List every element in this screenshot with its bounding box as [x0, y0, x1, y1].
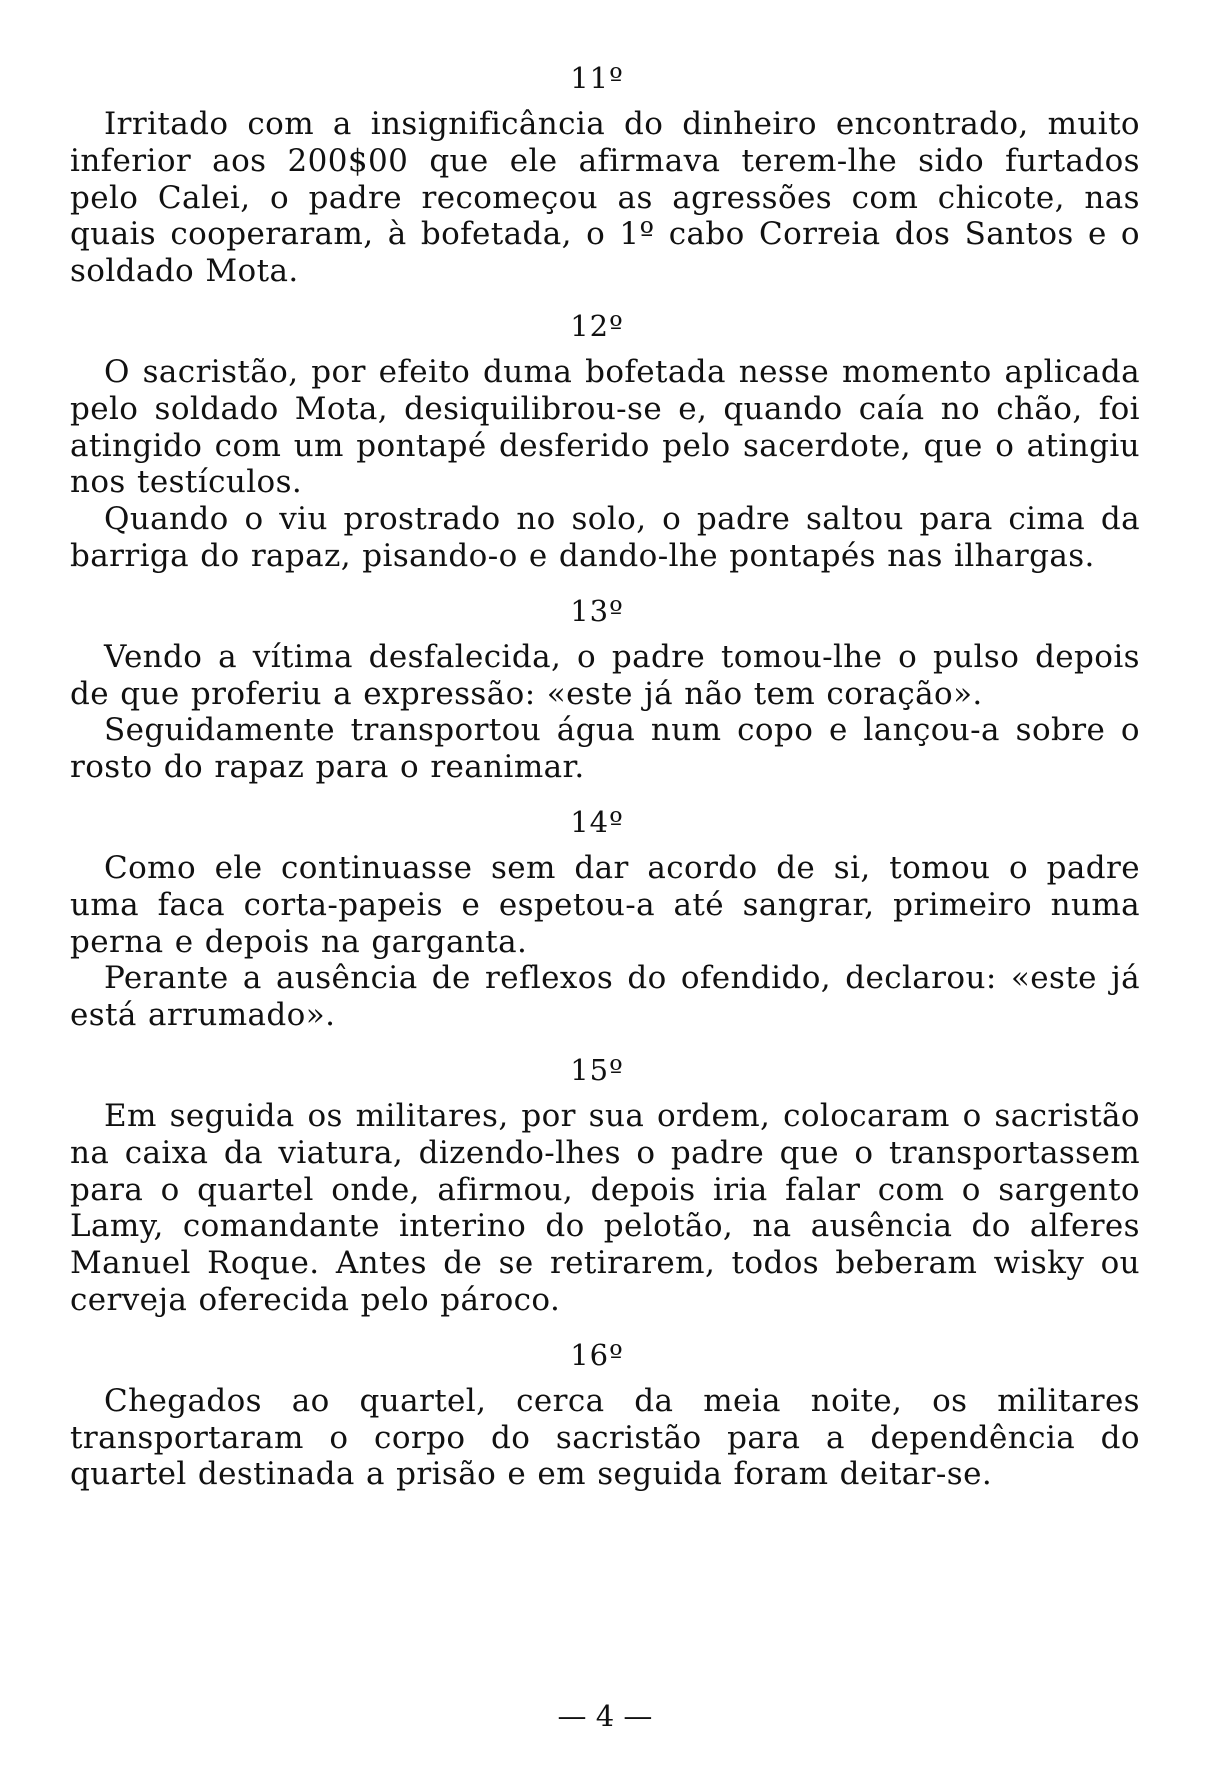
section-14 — [70, 804, 1140, 1034]
page-number: — 4 — — [557, 1699, 653, 1733]
section-15 — [70, 1052, 1140, 1319]
section-11 — [70, 60, 1140, 290]
paragraph: Chegados ao quartel, cerca da meia noite, os militares transportaram o corpo do sacristão para a dependência do quartel destinada a prisão e em seguida foram deitar-se. — [70, 1382, 1140, 1493]
section-number: 15º — [570, 1052, 624, 1087]
section-body — [70, 850, 1140, 1034]
section-number: 12º — [570, 308, 624, 343]
paragraph: O sacristão, por efeito duma bofetada nesse momento aplicada pelo soldado Mota, desiquilibrou-se e, quando caía no chão, foi atingido com um pontapé desferido pelo sacerdote, que o atingiu nos testículos. — [70, 353, 1140, 501]
section-body — [70, 1098, 1140, 1319]
section-body — [70, 354, 1140, 575]
section-number: 11º — [570, 61, 624, 95]
section-body — [70, 639, 1140, 786]
paragraph: Irritado com a insignificância do dinheiro encontrado, muito inferior aos 200$00 que ele afirmava terem-lhe sido furtados pelo Calei, o padre recomeçou as agressões com chicote, nas quais cooperaram, à bofetada, o 1º cabo Correia dos Santos e o soldado Mota. — [70, 106, 1140, 290]
section-13 — [70, 593, 1140, 786]
paragraph: Vendo a vítima desfalecida, o padre tomou-lhe o pulso depois de que proferiu a expressão: «este já não tem coração». — [70, 638, 1140, 712]
paragraph: Perante a ausência de reflexos do ofendido, declarou: «este já está arrumado». — [70, 960, 1140, 1034]
section-12 — [70, 308, 1140, 575]
paragraph: Em seguida os militares, por sua ordem, colocaram o sacristão na caixa da viatura, dizendo-lhes o padre que o transportassem para o quartel onde, afirmou, depois iria falar com o sargento Lamy, comandante interino do pelotão, na ausência do alferes Manuel Roque. Antes de se retirarem, todos beberam wisky ou cerveja oferecida pelo pároco. — [70, 1097, 1140, 1318]
document-page — [70, 60, 1140, 1760]
paragraph: Como ele continuasse sem dar acordo de si, tomou o padre uma faca corta-papeis e espetou-a até sangrar, primeiro numa perna e depois na garganta. — [70, 849, 1140, 960]
paragraph: Seguidamente transportou água num copo e lançou-a sobre o rosto do rapaz para o reanimar. — [70, 712, 1140, 786]
section-number: 16º — [570, 1337, 624, 1372]
paragraph: Quando o viu prostrado no solo, o padre saltou para cima da barriga do rapaz, pisando-o e dando-lhe pontapés nas ilhargas. — [70, 501, 1140, 574]
section-number: 13º — [570, 593, 624, 628]
section-number: 14º — [570, 804, 624, 839]
section-16 — [70, 1337, 1140, 1493]
section-body — [70, 1383, 1140, 1493]
section-body — [70, 106, 1140, 290]
